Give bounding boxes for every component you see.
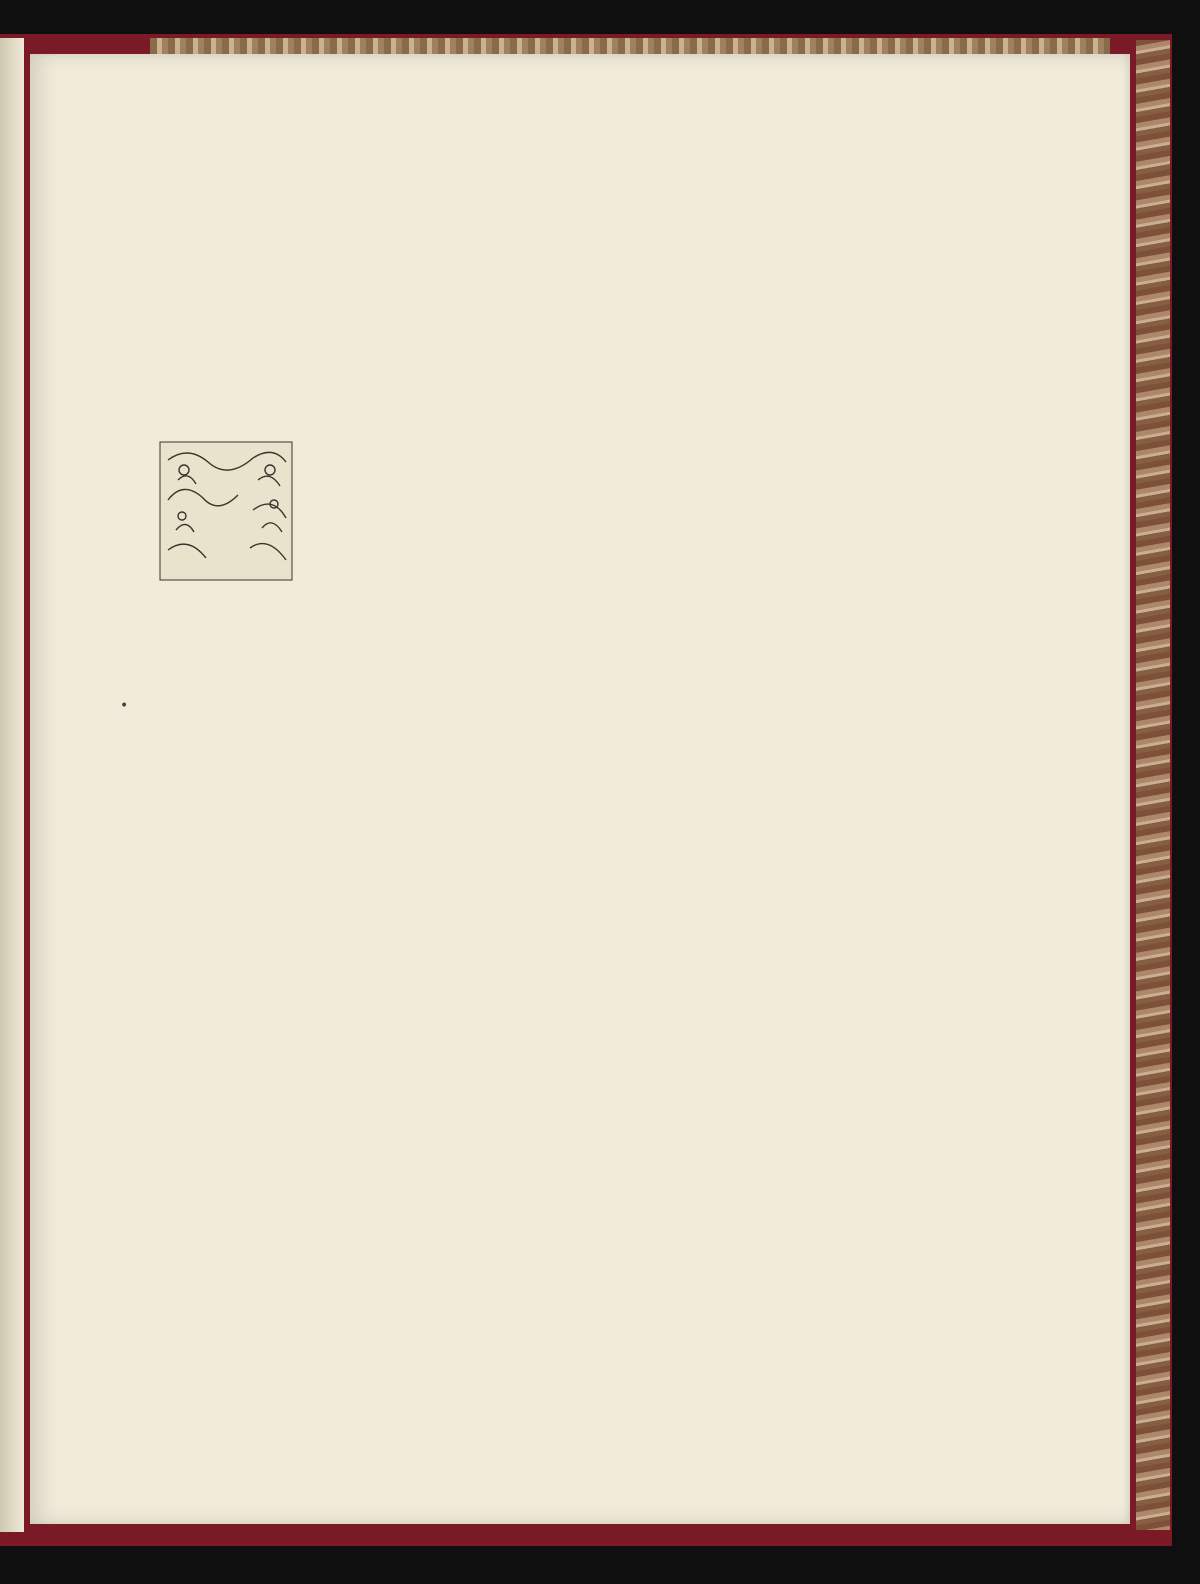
headpiece-ornament bbox=[156, 170, 778, 280]
margin-mark: • bbox=[120, 698, 129, 714]
marbled-edge-right bbox=[1136, 40, 1170, 1530]
decorated-initial bbox=[158, 440, 294, 582]
book-page bbox=[30, 54, 1130, 1524]
facing-page-edge bbox=[0, 38, 24, 1532]
